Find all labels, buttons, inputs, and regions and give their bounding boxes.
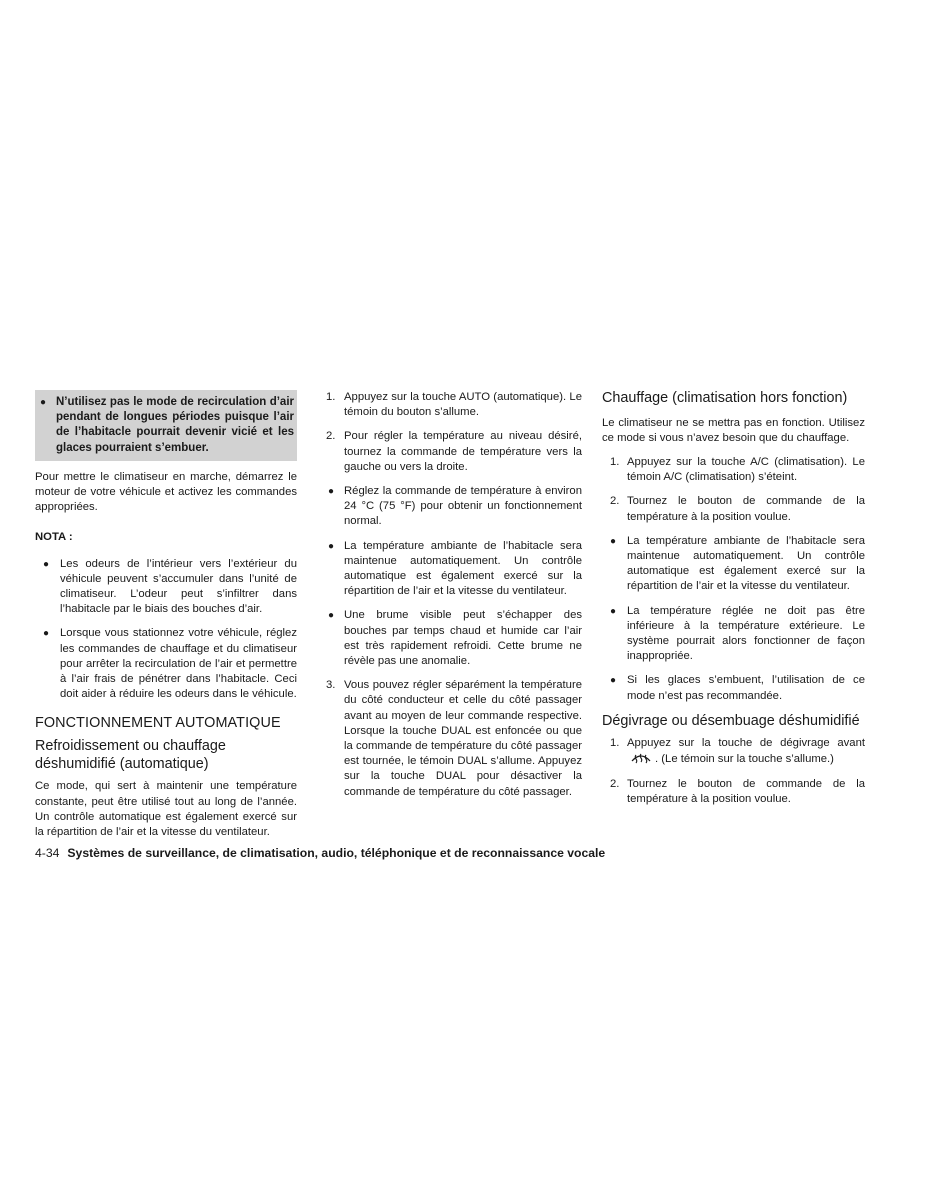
- mode-paragraph: Ce mode, qui sert à maintenir une température constante, peut être utilisé tout au long de l’année. Un contrôle automatique est également exercé sur la répartition de l’air et la vitesse du ventilateur.: [35, 780, 297, 839]
- column-right: [602, 390, 865, 816]
- defrost-step-text-b: . (Le témoin sur la touche s’allume.): [655, 753, 834, 766]
- bullet-text: Réglez la commande de température à environ 24 °C (75 °F) pour obtenir un fonctionnement normal.: [344, 485, 582, 528]
- heading-defrost: Dégivrage ou désembuage déshumidifié: [602, 712, 860, 729]
- bullet-text: Si les glaces s’embuent, l’utilisation de ce mode n’est pas recommandée.: [627, 674, 865, 702]
- bullet-icon: ●: [328, 610, 335, 622]
- bullet-item: [602, 534, 865, 595]
- step-number: 1.: [326, 391, 336, 403]
- step-number: 2.: [610, 777, 620, 790]
- warning-text: N’utilisez pas le mode de recirculation d’air pendant de longues périodes puisque l’air de l’habitacle pourrait devenir vicié et les glaces pourraient s’embuer.: [56, 396, 294, 454]
- step-item: [602, 777, 865, 807]
- warning-item: [40, 395, 294, 456]
- nota-item: [35, 557, 297, 618]
- step-number: 2.: [326, 430, 336, 443]
- bullet-icon: ●: [610, 675, 617, 687]
- bullet-text: La température ambiante de l’habitacle sera maintenue automatiquement. Un contrôle automatique est également exercé sur la répartition de l’air et la vitesse du ventilateur.: [627, 534, 865, 593]
- bullet-text: Une brume visible peut s’échapper des bouches par temps chaud et humide car l’air est très rapidement refroidi. Cette brume ne révèle pas une anomalie.: [344, 609, 582, 668]
- step-item: [326, 429, 582, 475]
- step-item: [602, 455, 865, 485]
- step-number: 1.: [610, 455, 620, 468]
- step-number: 1.: [610, 737, 620, 750]
- section-heading-auto: FONCTIONNEMENT AUTOMATIQUE: [35, 715, 281, 732]
- front-defrost-icon: [630, 751, 652, 765]
- step-text: Appuyez sur la touche AUTO (automatique). Le témoin du bouton s’allume.: [344, 391, 582, 419]
- bullet-item: [326, 539, 582, 600]
- page-number: 4-34: [35, 846, 60, 860]
- bullet-text: La température ambiante de l’habitacle sera maintenue automatiquement. Un contrôle automatique est également exercé sur la répartition de l’air et la vitesse du ventilateur.: [344, 539, 582, 598]
- step-text: Pour régler la température au niveau désiré, tournez la commande de température vers la gauche ou vers la droite.: [344, 430, 582, 473]
- bullet-icon: ●: [328, 486, 335, 498]
- heating-intro: Le climatiseur ne se mettra pas en fonction. Utilisez ce mode si vous n’avez besoin que du chauffage.: [602, 416, 865, 444]
- step-item: [326, 390, 582, 420]
- nota-item-text: Les odeurs de l’intérieur vers l’extérieur du véhicule peuvent s’accumuler dans l’unité de climatiseur. L’odeur peut s’infiltrer dans l’habitacle par le biais des bouches d’air.: [60, 557, 297, 616]
- nota-item: [35, 626, 297, 702]
- column-middle: [326, 390, 582, 809]
- nota-label: NOTA :: [35, 531, 73, 544]
- warning-box: [35, 390, 297, 461]
- step-text: Tournez le bouton de commande de la température à la position voulue.: [627, 495, 865, 523]
- step-text: Vous pouvez régler séparément la température du côté conducteur et celle du côté passager avant au moyen de leur commande respective. Lorsque la touche DUAL est enfoncée ou que la commande de température du côté passager est tournée, le témoin DUAL s’allume. Appuyez sur la touche DUAL pour désactiver la commande de température du côté passager.: [344, 679, 582, 798]
- step-text: [627, 736, 865, 767]
- bullet-item: [602, 604, 865, 665]
- step-item: [602, 736, 865, 767]
- step-item: [326, 678, 582, 800]
- defrost-step-text-a: Appuyez sur la touche de dégivrage avant: [627, 737, 865, 750]
- bullet-item: [326, 484, 582, 530]
- bullet-icon: ●: [610, 535, 617, 547]
- bullet-icon: ●: [328, 540, 335, 552]
- bullet-text: La température réglée ne doit pas être inférieure à la température extérieure. Le système pourrait alors fonctionner de façon inappropriée.: [627, 604, 865, 663]
- heading-heating: Chauffage (climatisation hors fonction): [602, 390, 848, 406]
- step-item: [602, 494, 865, 524]
- step-text: Appuyez sur la touche A/C (climatisation). Le témoin A/C (climatisation) s’éteint.: [627, 455, 865, 484]
- subheading-cooling: Refroidissement ou chauffage déshumidifié (automatique): [35, 738, 226, 772]
- chapter-title: Systèmes de surveillance, de climatisation, audio, téléphonique et de reconnaissance vocale: [67, 846, 606, 860]
- step-number: 2.: [610, 495, 620, 508]
- nota-item-text: Lorsque vous stationnez votre véhicule, réglez les commandes de chauffage et du climatiseur pour arrêter la recirculation de l’air et permettre à l’air frais de pénétrer dans l’habitacle. Ceci doit aider à réduire les odeurs dans le véhicule.: [60, 627, 297, 701]
- bullet-icon: ●: [43, 628, 50, 640]
- bullet-icon: ●: [40, 397, 47, 408]
- column-left: [35, 390, 297, 840]
- bullet-icon: ●: [43, 558, 50, 570]
- bullet-item: [326, 608, 582, 669]
- intro-paragraph: Pour mettre le climatiseur en marche, démarrez le moteur de votre véhicule et activez les commandes appropriées.: [35, 470, 297, 514]
- step-number: 3.: [326, 679, 336, 692]
- page-footer: [35, 846, 895, 860]
- bullet-item: [602, 673, 865, 703]
- step-text: Tournez le bouton de commande de la température à la position voulue.: [627, 777, 865, 805]
- bullet-icon: ●: [610, 605, 617, 617]
